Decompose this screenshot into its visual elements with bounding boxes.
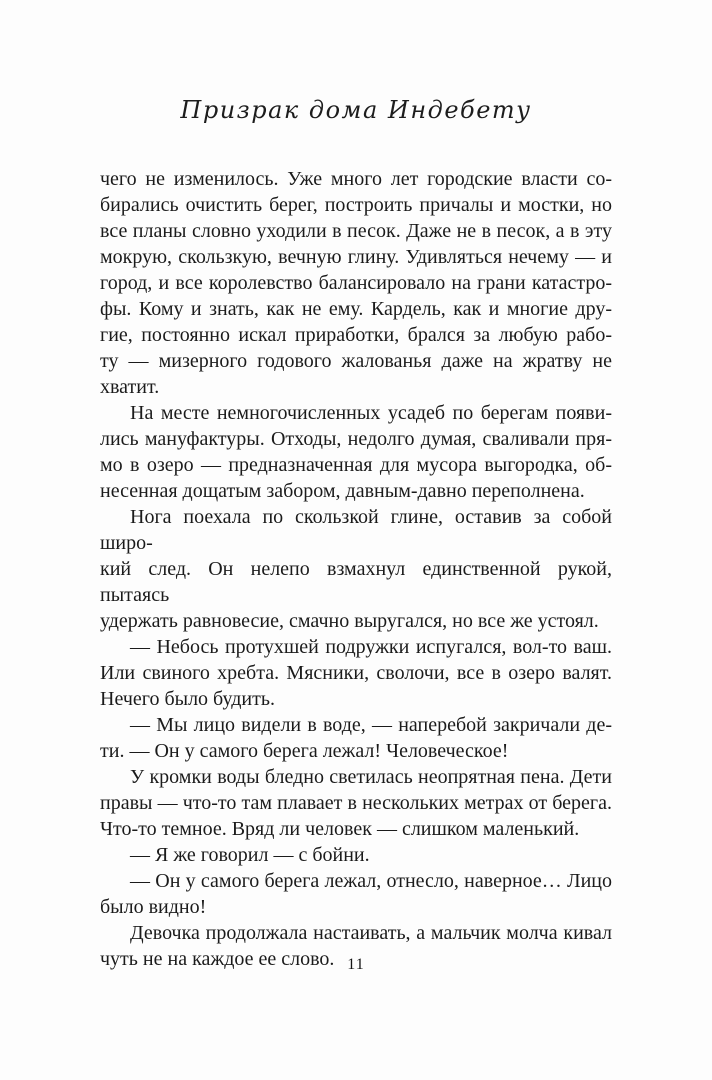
text-line: правы — что-то там плавает в нескольких метрах от берега. (100, 792, 612, 814)
paragraph (100, 634, 612, 712)
text-line: чуть не на каждое ее слово. (100, 948, 335, 970)
paragraph (100, 400, 612, 504)
text-line: — Я же говорил — с бойни. (130, 844, 370, 866)
text-line: несенная дощатым забором, давным-давно переполнена. (100, 480, 585, 502)
text-line: ту — мизерного годового жалованья даже на жратву не (100, 350, 612, 372)
text-line: — Он у самого берега лежал, отнесло, наверное… Лицо (130, 870, 612, 892)
text-line: Что-то темное. Вряд ли человек — слишком маленький. (100, 818, 580, 840)
text-line: бирались очистить берег, построить причалы и мостки, но (100, 194, 612, 216)
text-line: Нога поехала по скользкой глине, оставив за собой широ- (100, 506, 612, 554)
paragraph (100, 712, 612, 764)
text-line: город, и все королевство балансировало на грани катастро- (100, 272, 612, 294)
text-line: мо в озеро — предназначенная для мусора выгородка, об- (100, 454, 612, 476)
page-number: 11 (347, 956, 365, 973)
text-line: все планы словно уходили в песок. Даже не в песок, а в эту (100, 220, 612, 242)
text-line: — Мы лицо видели в воде, — наперебой закричали де- (130, 714, 612, 736)
paragraph (100, 842, 612, 868)
text-line: мокрую, скользкую, вечную глину. Удивляться нечему — и (100, 246, 612, 268)
text-line: удержать равновесие, смачно выругался, но все же устоял. (100, 610, 599, 632)
text-line: Нечего было будить. (100, 688, 275, 710)
running-head: Призрак дома Индебету (180, 96, 532, 124)
text-line: фы. Кому и знать, как не ему. Кардель, как и многие дру- (100, 298, 612, 320)
paragraph (100, 504, 612, 634)
paragraph (100, 868, 612, 920)
paragraph (100, 764, 612, 842)
text-line: Девочка продолжала настаивать, а мальчик молча кивал (130, 922, 612, 944)
paragraph (100, 166, 612, 400)
page-body (100, 166, 612, 972)
text-line: На месте немногочисленных усадеб по берегам появи- (130, 402, 612, 424)
text-line: лись мануфактуры. Отходы, недолго думая, сваливали пря- (100, 428, 612, 450)
text-line: гие, постоянно искал приработки, брался за любую рабо- (100, 324, 612, 346)
text-line: — Небось протухшей подружки испугался, вол-то ваш. (130, 636, 612, 658)
text-line: чего не изменилось. Уже много лет городские власти со- (100, 168, 612, 190)
text-line: хватит. (100, 376, 160, 398)
text-line: было видно! (100, 896, 207, 918)
text-line: У кромки воды бледно светилась неопрятная пена. Дети (130, 766, 612, 788)
text-line: ти. — Он у самого берега лежал! Человеческое! (100, 740, 509, 762)
text-line: Или свиного хребта. Мясники, сволочи, все в озеро валят. (100, 662, 612, 684)
text-line: кий след. Он нелепо взмахнул единственной рукой, пытаясь (100, 558, 612, 606)
